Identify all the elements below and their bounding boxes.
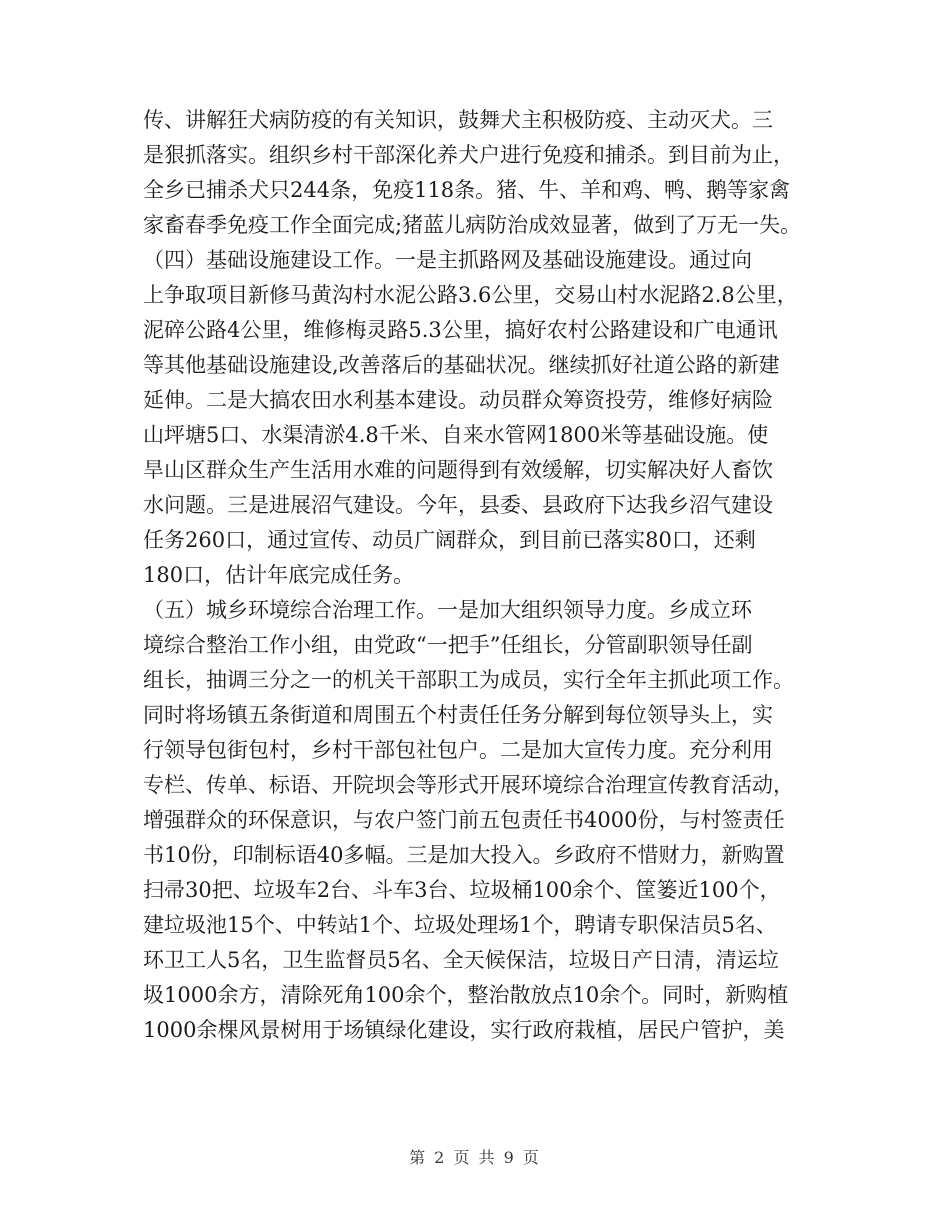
body-text-line: 任务260口，通过宣传、动员广阔群众，到目前已落实80口，还剩: [143, 528, 756, 552]
body-text-line: 专栏、传单、标语、开院坝会等形式开展环境综合治理宣传教育活动，: [143, 773, 794, 797]
body-text-line: （四）基础设施建设工作。一是主抓路网及基础设施建设。通过向: [143, 248, 752, 272]
body-text-line: 是狠抓落实。组织乡村干部深化养犬户进行免疫和捕杀。到目前为止，: [143, 143, 794, 167]
body-text-line: 圾1000余方，清除死角100余个，整治散放点10余个。同时，新购植: [143, 983, 789, 1007]
body-text-line: （五）城乡环境综合治理工作。一是加大组织领导力度。乡成立环: [143, 598, 752, 622]
body-text-line: 上争取项目新修马黄沟村水泥公路3.6公里，交易山村水泥路2.8公里，: [143, 283, 798, 307]
body-text-line: 境综合整治工作小组，由党政“一把手”任组长，分管副职领导任副: [143, 633, 753, 657]
body-text-line: 组长，抽调三分之一的机关干部职工为成员，实行全年主抓此项工作。: [143, 668, 794, 692]
body-text-line: 全乡已捕杀犬只244条，免疫118条。猪、牛、羊和鸡、鸭、鹅等家禽: [143, 178, 791, 202]
body-text-line: 传、讲解狂犬病防疫的有关知识，鼓舞犬主积极防疫、主动灭犬。三: [143, 108, 773, 132]
body-text-line: 书10份，印制标语40多幅。三是加大投入。乡政府不惜财力，新购置: [143, 843, 785, 867]
body-text-line: 家畜春季免疫工作全面完成;猪蓝儿病防治成效显著，做到了万无一失。: [143, 213, 802, 237]
body-text-line: 泥碎公路4公里，维修梅灵路5.3公里，搞好农村公路建设和广电通讯: [143, 318, 778, 342]
page-number-footer: 第 2 页 共 9 页: [409, 1148, 541, 1167]
body-text-line: 1000余棵风景树用于场镇绿化建设，实行政府栽植，居民户管护，美: [143, 1018, 785, 1042]
body-text-line: 延伸。二是大搞农田水利基本建设。动员群众筹资投劳，维修好病险: [143, 388, 773, 412]
body-text-line: 旱山区群众生产生活用水难的问题得到有效缓解，切实解决好人畜饮: [143, 458, 773, 482]
body-text-line: 山坪塘5口、水渠清淤4.8千米、自来水管网1800米等基础设施。使: [143, 423, 769, 447]
body-text-line: 环卫工人5名，卫生监督员5名、全天候保洁，垃圾日产日清，清运垃: [143, 948, 779, 972]
body-text-line: 扫帚30把、垃圾车2台、斗车3台、垃圾桶100余个、筐篓近100个，: [143, 878, 781, 902]
body-text-line: 180口，估计年底完成任务。: [143, 563, 415, 587]
body-text-line: 行领导包街包村，乡村干部包社包户。二是加大宣传力度。充分利用: [143, 738, 773, 762]
body-text-line: 建垃圾池15个、中转站1个、垃圾处理场1个，聘请专职保洁员5名、: [143, 913, 777, 937]
body-text-line: 等其他基础设施建设,改善落后的基础状况。继续抓好社道公路的新建: [143, 353, 780, 377]
body-text-line: 同时将场镇五条街道和周围五个村责任任务分解到每位领导头上，实: [143, 703, 773, 727]
body-text-line: 增强群众的环保意识，与农户签门前五包责任书4000份，与村签责任: [143, 808, 785, 832]
body-text-line: 水问题。三是进展沼气建设。今年，县委、县政府下达我乡沼气建设: [143, 493, 773, 517]
